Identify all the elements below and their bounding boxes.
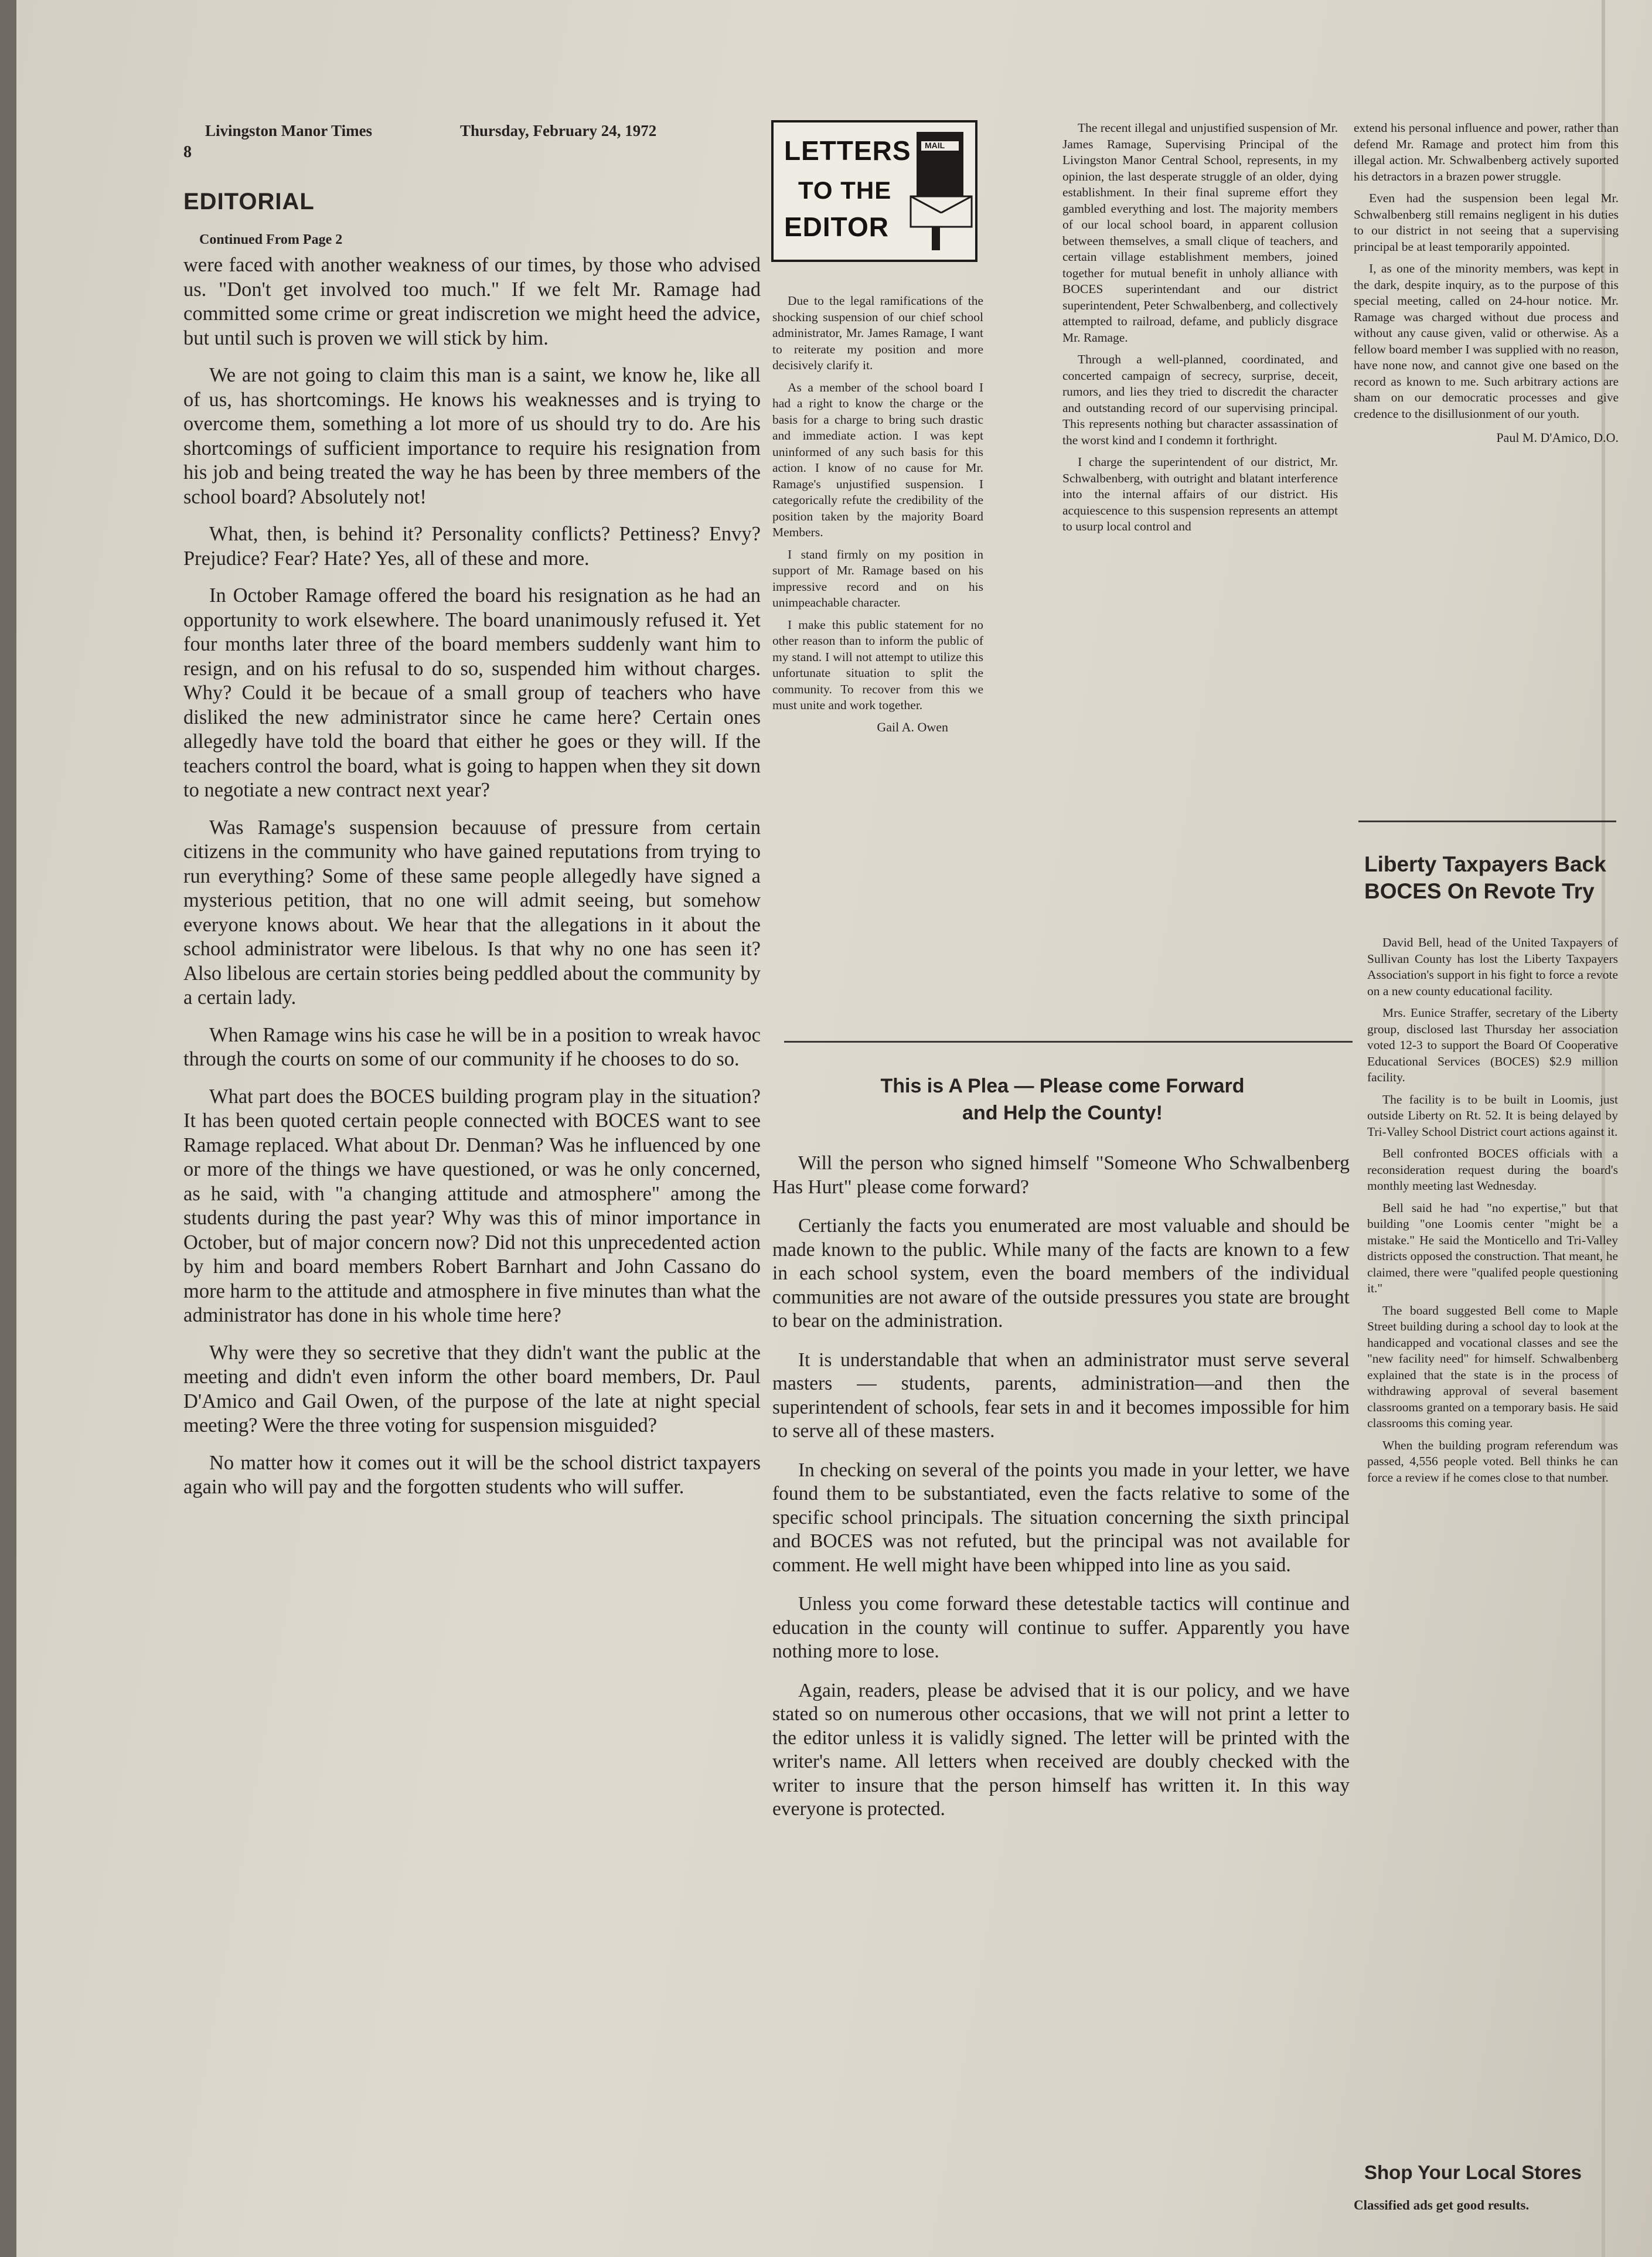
- editorial-paragraph: In October Ramage offered the board his resignation as he had an opportunity to work elsewhere. The board unanimously refused it. Yet four months later three of the board members suddenly want him to resign, and on his refusal to do so, suspended him without charges. Why? Could it be becaue of a small group of teachers who have disliked the new administrator since he came here? Certain ones allegedly have told the board that either he goes or they will. If the teachers control the board, what is going to happen when they sit down to negotiate a new contract next year?: [183, 584, 761, 801]
- liberty-paragraph: Bell confronted BOCES officials with a reconsideration request during the board's monthly meeting last Wednesday.: [1367, 1146, 1618, 1193]
- page-number: 8: [183, 143, 192, 161]
- plea-paragraph: Unless you come forward these detestable tactics will continue and education in the county will continue to suffer. Apparently you have nothing more to lose.: [772, 1593, 1350, 1662]
- plea-paragraph: Will the person who signed himself "Someone Who Schwalbenberg Has Hurt" please come forward?: [772, 1152, 1350, 1198]
- liberty-headline-line-2: BOCES On Revote Try: [1364, 879, 1595, 903]
- owen-paragraph: As a member of the school board I had a right to know the charge or the basis for a charge to bring such drastic and immediate action. I was kept uninformed of any such basis for this action. I know of no cause for Mr. Ramage's unjustified suspension. I categorically refute the credibility of the position taken by the majority Board Members.: [772, 380, 983, 539]
- editorial-paragraph: What part does the BOCES building program play in the situation? It has been quoted certain people connected with BOCES want to see Ramage replaced. What about Dr. Denman? Was he influenced by one or more of the things we have questioned, or was he only concerned, as he said, with "a changing attitude and atmosphere" among the students during the past year? Why was this of minor importance in October, but of major concern now? Did not this unprecedented action by him and board members Robert Barnhart and John Cassano do more harm to the attitude and atmosphere in five minutes than what the administrator has done in his whole time here?: [183, 1085, 761, 1326]
- owen-paragraph: I stand firmly on my position in support of Mr. Ramage based on his impressive record and on his unimpeachable character.: [772, 547, 983, 610]
- damico-paragraph: Even had the suspension been legal Mr. Schwalbenberg still remains negligent in his duties to our district in not seeing that a supervising principal be at least temporarily appointed.: [1354, 191, 1619, 254]
- damico-paragraph: I, as one of the minority members, was kept in the dark, despite inquiry, as to the purpose of this special meeting, called on 24-hour notice. Mr. Ramage was charged without due process and without any cause given, valid or otherwise. As a fellow board member I was supplied with no reason, have none now, and cannot give one based on the record as known to me. Such arbitrary actions are sham on our democratic processes and give credence to the disillusionment of our youth.: [1354, 261, 1619, 421]
- liberty-headline: [1364, 851, 1616, 905]
- liberty-body: [1367, 935, 1618, 1492]
- editorial-continued-note: Continued From Page 2: [199, 232, 343, 247]
- owen-signature: Gail A. Owen: [877, 719, 948, 734]
- masthead-date: Thursday, February 24, 1972: [460, 122, 657, 139]
- damico-paragraph: Through a well-planned, coordinated, and concerted campaign of secrecy, surprise, deceit, rumors, and lies they tried to discredit the character and outstanding record of our supervising principal. This represents nothing but character assassination of the worst kind and I condemn it forthright.: [1062, 352, 1338, 447]
- owen-letter: [772, 293, 983, 735]
- plea-body: [772, 1152, 1350, 1837]
- liberty-headline-line-1: Liberty Taxpayers Back: [1364, 852, 1606, 876]
- editorial-paragraph: were faced with another weakness of our times, by those who advised us. "Don't get involved too much." If we felt Mr. Ramage had committed some crime or great indiscretion we might heed the advice, but until such is proven we will stick by him.: [183, 254, 761, 349]
- plea-paragraph: It is understandable that when an administrator must serve several masters — students, parents, administration—and then the superintendent of schools, fear sets in and it becomes impossible for him to serve all of these masters.: [772, 1349, 1350, 1442]
- liberty-paragraph: David Bell, head of the United Taxpayers of Sullivan County has lost the Liberty Taxpayers Association's support in his fight to force a revote on a new county educational facility.: [1367, 935, 1618, 998]
- mailbox-icon: [908, 127, 974, 256]
- liberty-paragraph: The board suggested Bell come to Maple Street building during a school day to look at the handicapped and vocational classes and see the "new facility need" for himself. Schwalbenberg explained that the state is in the process of withdrawing approval of several basement classrooms granted on a temporary basis. He said classrooms this coming year.: [1367, 1303, 1618, 1430]
- plea-paragraph: In checking on several of the points you made in your letter, we have found them to be substantiated, even the facts relative to some of the specific school principals. The situation concerning the sixth principal and BOCES was not refuted, but the principal was not available for comment. He well might have been whipped into line as you said.: [772, 1459, 1350, 1576]
- editorial-paragraph: What, then, is behind it? Personality conflicts? Pettiness? Envy? Prejudice? Fear? Hate? Yes, all of these and more.: [183, 523, 761, 570]
- editorial-body: [183, 253, 761, 1513]
- editorial-paragraph: Was Ramage's suspension becauuse of pressure from certain citizens in the community who have gained reputations from trying to run everything? Some of these same people allegedly have signed a mysterious petition, that no one will admit seeing, but somehow everyone knows about. We hear that the allegations in it about the school administrator were libelous. Is that why no one has seen it? Also libelous are certain stories being peddled about the community by a certain lady.: [183, 816, 761, 1009]
- liberty-paragraph: When the building program referendum was passed, 4,556 people voted. Bell thinks he can force a review if he comes close to that number.: [1367, 1438, 1618, 1485]
- damico-letter-column-2: [1354, 120, 1619, 445]
- plea-headline-line-2: and Help the County!: [962, 1102, 1163, 1124]
- damico-letter-column-1: [1062, 120, 1338, 541]
- liberty-paragraph: Bell said he had "no expertise," but that building "one Loomis center "might be a mistake." He said the Monticello and Tri-Valley districts opposed the construction. That meant, he claimed, there were "qualifed people questioning it.": [1367, 1200, 1618, 1295]
- editorial-paragraph: When Ramage wins his case he will be in a position to wreak havoc through the courts on some of our community if he chooses to do so.: [183, 1023, 761, 1070]
- section-rule: [1358, 821, 1616, 822]
- plea-headline-line-1: This is A Plea — Please come Forward: [880, 1075, 1245, 1097]
- owen-paragraph: Due to the legal ramifications of the shocking suspension of our chief school administrator, Mr. James Ramage, I want to reiterate my position and more decisively clarify it.: [772, 294, 983, 372]
- editorial-heading: EDITORIAL: [183, 189, 315, 215]
- damico-paragraph: extend his personal influence and power, rather than defend Mr. Ramage and protect him from this illegal action. Mr. Schwalbenberg actively suported his detractors in a brazen power struggle.: [1354, 121, 1619, 183]
- liberty-paragraph: Mrs. Eunice Straffer, secretary of the Liberty group, disclosed last Thursday her association voted 12-3 to support the Board Of Cooperative Educational Services (BOCES) $2.9 million facility.: [1367, 1006, 1618, 1084]
- plea-headline: [772, 1073, 1353, 1126]
- plea-paragraph: Certianly the facts you enumerated are most valuable and should be made known to the public. While many of the facts are known to a few in each school system, even the board members of the individual communities are not aware of the outside pressures you state are brought to bear on the administration.: [772, 1215, 1350, 1332]
- damico-paragraph: The recent illegal and unjustified suspension of Mr. James Ramage, Supervising Principal of the Livingston Manor Central School, represents, in my opinion, the last desperate struggle of an older, dying establishment. In their final supreme effort they gambled everything and lost. The majority members of our local school board, in apparent collusion between themselves, a small clique of teachers, and certain village establishment members, joined together for mutual benefit in unholy alliance with BOCES superintendant and our district superintendent, Peter Schwalbenberg, and collectively attempted to railroad, defame, and publicly disgrace Mr. Ramage.: [1062, 121, 1338, 345]
- editorial-paragraph: We are not going to claim this man is a saint, we know he, like all of us, has shortcomings. He knows his weaknesses and is trying to overcome them, something a lot more of us should try to do. Are his shortcomings of sufficient importance to require his resignation from his job and being treated the way he has been by three members of the school board? Absolutely not!: [183, 364, 761, 508]
- plea-paragraph: Again, readers, please be advised that it is our policy, and we have stated so on numerous other occasions, that we will not print a letter to the editor unless it is validly signed. The letter will be printed with the writer's name. All letters when received are doubly checked with the writer to insure that the person himself has written it. In this way everyone is protected.: [772, 1679, 1350, 1820]
- editorial-paragraph: No matter how it comes out it will be the school district taxpayers again who will pay and the forgotten students who will suffer.: [183, 1451, 761, 1498]
- newspaper-page: [16, 0, 1652, 2257]
- shop-local-ad: Shop Your Local Stores: [1364, 2161, 1582, 2183]
- classified-ad-line: Classified ads get good results.: [1354, 2198, 1530, 2212]
- mailbox-label: MAIL: [925, 141, 945, 150]
- masthead-paper-name: Livingston Manor Times: [205, 122, 373, 139]
- logo-line-letters: LETTERS: [784, 135, 911, 166]
- letters-to-editor-logo: [771, 120, 977, 262]
- logo-line-to-the: TO THE: [798, 176, 892, 204]
- damico-paragraph: I charge the superintendent of our district, Mr. Schwalbenberg, with outright and blatant interference into the internal affairs of our district. His acquiescence to this suspension represents an attempt to usurp local control and: [1062, 455, 1338, 533]
- section-rule: [784, 1041, 1353, 1043]
- logo-line-editor: EDITOR: [784, 212, 889, 242]
- damico-signature: Paul M. D'Amico, D.O.: [1496, 430, 1619, 445]
- editorial-paragraph: Why were they so secretive that they didn't want the public at the meeting and didn't even inform the other board members, Dr. Paul D'Amico and Gail Owen, of the purpose of the late at night special meeting? Were the three voting for suspension misguided?: [183, 1341, 761, 1436]
- liberty-paragraph: The facility is to be built in Loomis, just outside Liberty on Rt. 52. It is being delayed by Tri-Valley School District court actions against it.: [1367, 1092, 1618, 1139]
- owen-paragraph: I make this public statement for no other reason than to inform the public of my stand. I will not attempt to utilize this unfortunate situation to split the community. To recover from this we must unite and work together.: [772, 617, 983, 712]
